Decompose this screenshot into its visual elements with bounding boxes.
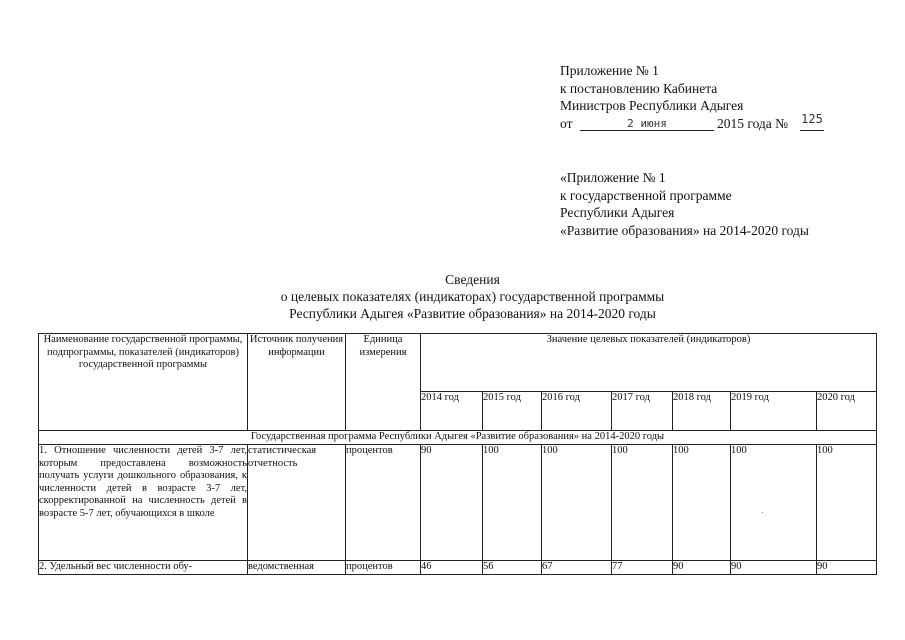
value-2015: 100 [483,445,542,561]
year-number-label: 2015 года № [717,115,789,131]
table-header-row [39,334,877,392]
header-values: Значение целевых показателей (индикаторов) [421,334,877,392]
annex-title: Приложение № 1 [560,63,659,78]
from-label: от [560,115,573,131]
annex2-title: «Приложение № 1 [560,170,666,185]
year-2014: 2014 год [421,392,483,431]
annex2-line-3: Республики Адыгея [560,205,675,220]
year-2020: 2020 год [817,392,877,431]
indicator-name: 2. Удельный вес численности обу- [39,561,248,575]
value-2018: 100 [673,445,731,561]
resolution-date-line [560,111,823,133]
value-2020: 90 [817,561,877,575]
section-title: Государственная программа Республики Адыгея «Развитие образования» на 2014-2020 годы [39,431,877,445]
value-2017: 100 [612,445,673,561]
indicator-name: 1. Отношение численности детей 3-7 лет, которым предоставлена возможность получать услуги дошкольного образования, к численности детей в возрасте 3-7 лет, скорректированной на численность детей в возрасте 5-7 лет, обучающихся в школе [39,445,248,561]
value-2015: 56 [483,561,542,575]
indicator-source: статистическая отчетность [248,445,346,561]
year-2016: 2016 год [542,392,612,431]
title-line-1: Сведения [445,272,500,287]
scan-speck [762,512,763,513]
table-row [39,561,877,575]
indicator-source: ведомственная [248,561,346,575]
header-unit: Единица измерения [346,334,421,431]
indicator-unit: процентов [346,561,421,575]
indicator-unit: процентов [346,445,421,561]
annex-line-3: Министров Республики Адыгея [560,98,744,113]
year-2017: 2017 год [612,392,673,431]
value-2016: 100 [542,445,612,561]
annex-header-program [560,169,809,239]
annex2-line-2: к государственной программе [560,187,732,203]
value-2017: 77 [612,561,673,575]
value-2020: 100 [817,445,877,561]
annex2-line-4: «Развитие образования» на 2014-2020 годы [560,222,809,238]
section-row [39,431,877,445]
value-2018: 90 [673,561,731,575]
handwritten-date: 2 июня [580,115,714,131]
handwritten-number: 125 [800,111,824,131]
header-name: Наименование государственной программы, подпрограммы, показателей (индикаторов) государственной программы [39,334,248,431]
header-source: Источник получения информации [248,334,346,431]
value-2019: 90 [731,561,817,575]
year-2015: 2015 год [483,392,542,431]
value-2014: 46 [421,561,483,575]
title-line-2: о целевых показателях (индикаторах) государственной программы [280,289,665,304]
indicators-table [38,333,877,575]
value-2016: 67 [542,561,612,575]
table-row [39,445,877,561]
year-2018: 2018 год [673,392,731,431]
annex-header-resolution [560,62,823,133]
document-title [200,271,745,322]
title-line-3: Республики Адыгея «Развитие образования» на 2014-2020 годы [289,306,656,321]
value-2019: 100 [731,445,817,561]
annex-line-2: к постановлению Кабинета [560,80,718,96]
value-2014: 90 [421,445,483,561]
year-2019: 2019 год [731,392,817,431]
